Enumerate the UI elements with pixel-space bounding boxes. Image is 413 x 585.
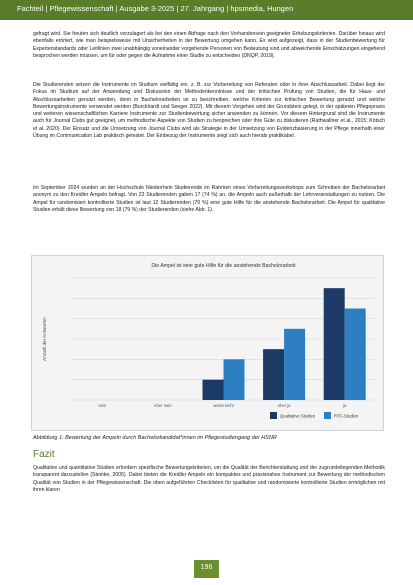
legend-label: Qualitative Studien: [280, 413, 316, 419]
x-tick-label: ja: [343, 403, 347, 408]
figure-caption: Abbildung 1: Bewertung der Ampeln durch Bachelorkandidat*innen im Pflegestudiengang der HSNR: [33, 435, 277, 441]
legend-label: RTC-Studien: [334, 413, 359, 419]
x-tick-label: eher ja: [277, 403, 291, 408]
bar: [203, 380, 224, 400]
legend-swatch: [270, 412, 277, 419]
page-number: 196: [200, 564, 213, 571]
paragraph-2: [33, 82, 385, 140]
bar: [263, 349, 284, 400]
page-number-box: [194, 560, 219, 578]
paragraph-2-text: Die Studierenden setzen die Instrumente im Studium vielfältig ein, z. B. zur Vorbereitung von Referaten oder in ihrer Abschlussarbeit. Dabei liegt der Fokus im Studium auf der Anwendung und Diskussion der Methodenkenntnisse und der kritischen Prüfung von Studien, die für Haus- und Abschlussarbeiten genutzt werden, denn in Bachelorarbeiten ist zu beschreiben, welche Kriterien zur kritischen Bewertung genutzt und welche Bewertungsinstrumente verwendet werden (Burckhardt und Seeger 2022). Mit diesem Vorgehen wird der Grundstein gelegt, in der späteren Pflegepraxis und weiteren wissenschaftlichen Karriere Instrumente zur Studienbewertung sicher anwenden zu können. Vor diesem Hintergrund sind die Instrumente auch für Journal Clubs gut geeignet, um methodische Aspekte von Studien zu besprechen oder ihre Güte zu diskutieren (Rathwallner et al., 2015; Kötsch et al. 2020). Der Einsatz und die Umsetzung von Journal Clubs wird als Strategie in der Umsetzung von Evidenzbasierung in der Pflege innerhalb einer Übung im Communication Lab praktisch getestet. Der Einbezug der Instrumente zeigt sich auch hierals praktikabel.: [33, 82, 385, 140]
legend-swatch: [324, 412, 331, 419]
bar: [345, 309, 366, 401]
x-tick-label: eher nein: [154, 403, 172, 408]
chart-title: Die Ampel ist eine gute Hilfe für die anstehende Bachelorarbeit: [151, 263, 296, 269]
header-text: Fachteil | Pflegewissenschaft | Ausgabe 3-2025 | 27. Jahrgang | hpsmedia, Hungen: [17, 4, 294, 13]
y-axis-label: Anzahl der Antworten: [42, 317, 47, 361]
paragraph-1: [33, 31, 385, 60]
paragraph-4-text: Qualitative und quantitative Studien erfordern spezifische Bewertungskriterien, um die Qualität der Berichterstattung und der zugrundeliegenden Methodik transparent darzustellen (Steinke, 2005). Dabei bieten die Kreidler Ampeln ein kompaktes und praxisnahes Instrument zur Bewertung der methodischen Qualität von Studien in der Pflegewissenschaft. Die oben aufgeführten Checklisten für qualitative und randomisierte kontrollierte Studien ermöglichen mit ihren klaren: [33, 465, 385, 493]
paragraph-3-text: Im September 2024 wurden an der Hochschule Niederrhein Studierende im Rahmen eines Vorbereitungsworkshops zum Schreiben der Bachelorarbeit anonym zu den Kreidler Ampeln befragt. Von 23 Studierenden gaben 17 (74 %) an, die Ampeln auch außerhalb der Lehrveranstaltungen zu nutzen. Die Ampel für randomisiert kontrollierte Studien ist laut 12 Studierenden (70 %) eine gute Hilfe für die anstehende Bachelorarbeit. Die Ampel für qualitative Studien erhält diese Bewertung von 18 (79 %) der Studierenden (siehe Abb. 1).: [33, 185, 385, 213]
x-tick-label: nein: [98, 403, 107, 408]
figure-bar-chart: [31, 255, 384, 431]
bar: [324, 288, 345, 400]
x-tick-label: weiss nicht: [213, 403, 234, 408]
page-header: [0, 0, 413, 20]
section-title: Fazit: [33, 449, 55, 460]
paragraph-4: [33, 465, 385, 494]
bar: [284, 329, 305, 400]
paragraph-3: [33, 185, 385, 214]
bar: [224, 359, 245, 400]
paragraph-1-text: gefragt wird. Sie freuten sich deutlich vorzulagert als bei den einen Abfrage nach den Vorhandensein geeigneter Erhebungskriterien. Darüber hinaus wird ebenfalls erörtert, wie man beispielsweise mit Unsicherheiten in der Bewertung umgehen kann. Es wird aufgezeigt, dass in der Studienbewertung für Expertenstandards oder Leitlinien zwei unabhängig voneinander vorgehende Personen von Bedeutung sind und abweichende Einschätzungen eingehend besprochen werden müssen, um für oder gegen die Aufnahme einer Studie zu entscheiden (DNQP, 2019).: [33, 31, 385, 59]
bar-chart: [32, 256, 383, 430]
